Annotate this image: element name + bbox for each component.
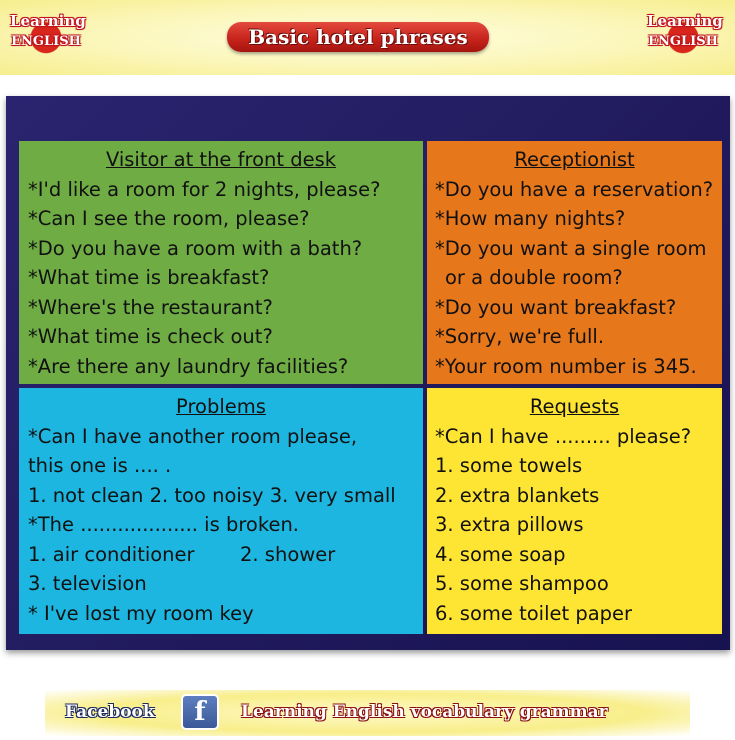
visitor-phrase: *Are there any laundry facilities? (28, 354, 349, 378)
requests-heading: Requests (529, 395, 620, 418)
logo-line2: ENGLISH (11, 34, 81, 49)
footer-page-name[interactable]: Learning English vocabulary grammar (241, 702, 608, 722)
footer-banner (45, 690, 690, 736)
receptionist-panel (427, 141, 722, 384)
requests-panel (427, 388, 722, 634)
visitor-heading: Visitor at the front desk (105, 148, 337, 171)
requests-phrase: 1. some towels (435, 454, 583, 477)
logo-line1: Learning (10, 12, 86, 30)
receptionist-phrase: *Do you want breakfast? (435, 295, 677, 319)
page-title: Basic hotel phrases (227, 22, 489, 52)
learning-english-logo (10, 8, 86, 62)
receptionist-phrase: *Your room number is 345. (435, 354, 697, 378)
visitor-phrase: *I'd like a room for 2 nights, please? (28, 177, 381, 201)
receptionist-phrase: *Sorry, we're full. (435, 325, 605, 348)
requests-phrase: 4. some soap (435, 542, 566, 566)
problems-phrase: *The ................... is broken. (28, 513, 300, 536)
problems-phrase: 1. not clean 2. too noisy 3. very small (28, 483, 396, 507)
problems-phrase: this one is .... . (28, 454, 172, 477)
requests-phrase: 3. extra pillows (435, 513, 584, 536)
visitor-phrase: *What time is breakfast? (28, 266, 270, 289)
problems-item: 2. shower (240, 542, 336, 566)
problems-phrase: *Can I have another room please, (28, 424, 358, 448)
problems-heading: Problems (176, 395, 266, 418)
problems-phrase-row (19, 540, 423, 570)
visitor-phrase: *Do you have a room with a bath? (28, 236, 363, 260)
logo-line2: ENGLISH (648, 34, 718, 49)
requests-phrase: 2. extra blankets (435, 483, 600, 507)
problems-phrase: 3. television (28, 572, 147, 595)
visitor-panel (19, 141, 423, 384)
visitor-phrase: *Where's the restaurant? (28, 295, 273, 319)
problems-phrase: * I've lost my room key (28, 601, 254, 625)
problems-panel (19, 388, 423, 634)
visitor-phrase: *Can I see the room, please? (28, 207, 310, 230)
phrase-board (6, 96, 730, 650)
facebook-icon[interactable]: f (181, 694, 219, 730)
receptionist-phrase: *How many nights? (435, 207, 626, 230)
facebook-label[interactable]: Facebook (65, 702, 155, 722)
requests-phrase: *Can I have ......... please? (435, 424, 692, 448)
receptionist-phrase: *Do you have a reservation? (435, 177, 714, 201)
receptionist-phrase: *Do you want a single room (435, 236, 707, 260)
learning-english-logo (647, 8, 723, 62)
problems-item: 1. air conditioner (28, 542, 195, 566)
header-banner (0, 0, 735, 75)
logo-line1: Learning (647, 12, 723, 30)
receptionist-heading: Receptionist (514, 148, 635, 171)
visitor-phrase: *What time is check out? (28, 325, 273, 348)
requests-phrase: 6. some toilet paper (435, 601, 633, 625)
requests-phrase: 5. some shampoo (435, 572, 609, 595)
receptionist-phrase: or a double room? (445, 266, 623, 289)
